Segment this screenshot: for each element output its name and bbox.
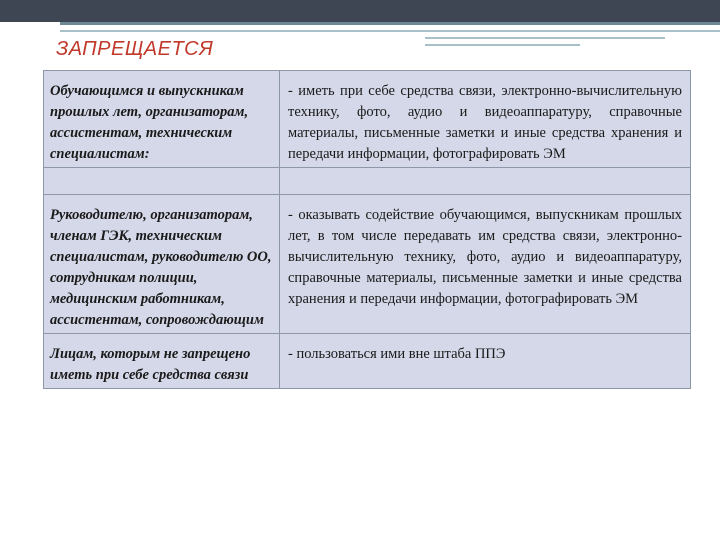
table-row xyxy=(44,334,691,389)
row-2-what: - оказывать содействие обучающимся, выпускникам прошлых лет, в том числе передавать им средства связи, электронно-вычислительную технику, фото, аудио и видеоаппаратуру, справочные материалы, письменные заметки и иные средства хранения и передачи информации, фотографировать ЭМ xyxy=(280,195,691,334)
spacer-cell-left xyxy=(44,168,280,195)
decor-line-3 xyxy=(425,44,580,46)
page-title: ЗАПРЕЩАЕТСЯ xyxy=(56,38,214,60)
top-accent-line xyxy=(60,22,720,25)
row-1-what: - иметь при себе средства связи, электронно-вычислительную технику, фото, аудио и видеоаппаратуру, справочные материалы, письменные заметки и иные средства хранения и передачи информации, фотографировать ЭМ xyxy=(280,71,691,168)
table-spacer-row xyxy=(44,168,691,195)
row-2-who: Руководителю, организаторам, членам ГЭК, техническим специалистам, руководителю ОО, сотрудникам полиции, медицинским работникам, ассистентам, сопровождающим xyxy=(44,195,280,334)
decor-line-2 xyxy=(425,37,665,39)
rules-table xyxy=(43,70,691,389)
row-3-what: - пользоваться ими вне штаба ППЭ xyxy=(280,334,691,389)
decor-line-1 xyxy=(60,30,720,32)
row-3-who: Лицам, которым не запрещено иметь при себе средства связи xyxy=(44,334,280,389)
top-decor-bar xyxy=(0,0,720,22)
row-1-who: Обучающимся и выпускникам прошлых лет, организаторам, ассистентам, техническим специалистам: xyxy=(44,71,280,168)
spacer-cell-right xyxy=(280,168,691,195)
table-row xyxy=(44,195,691,334)
table-row xyxy=(44,71,691,168)
